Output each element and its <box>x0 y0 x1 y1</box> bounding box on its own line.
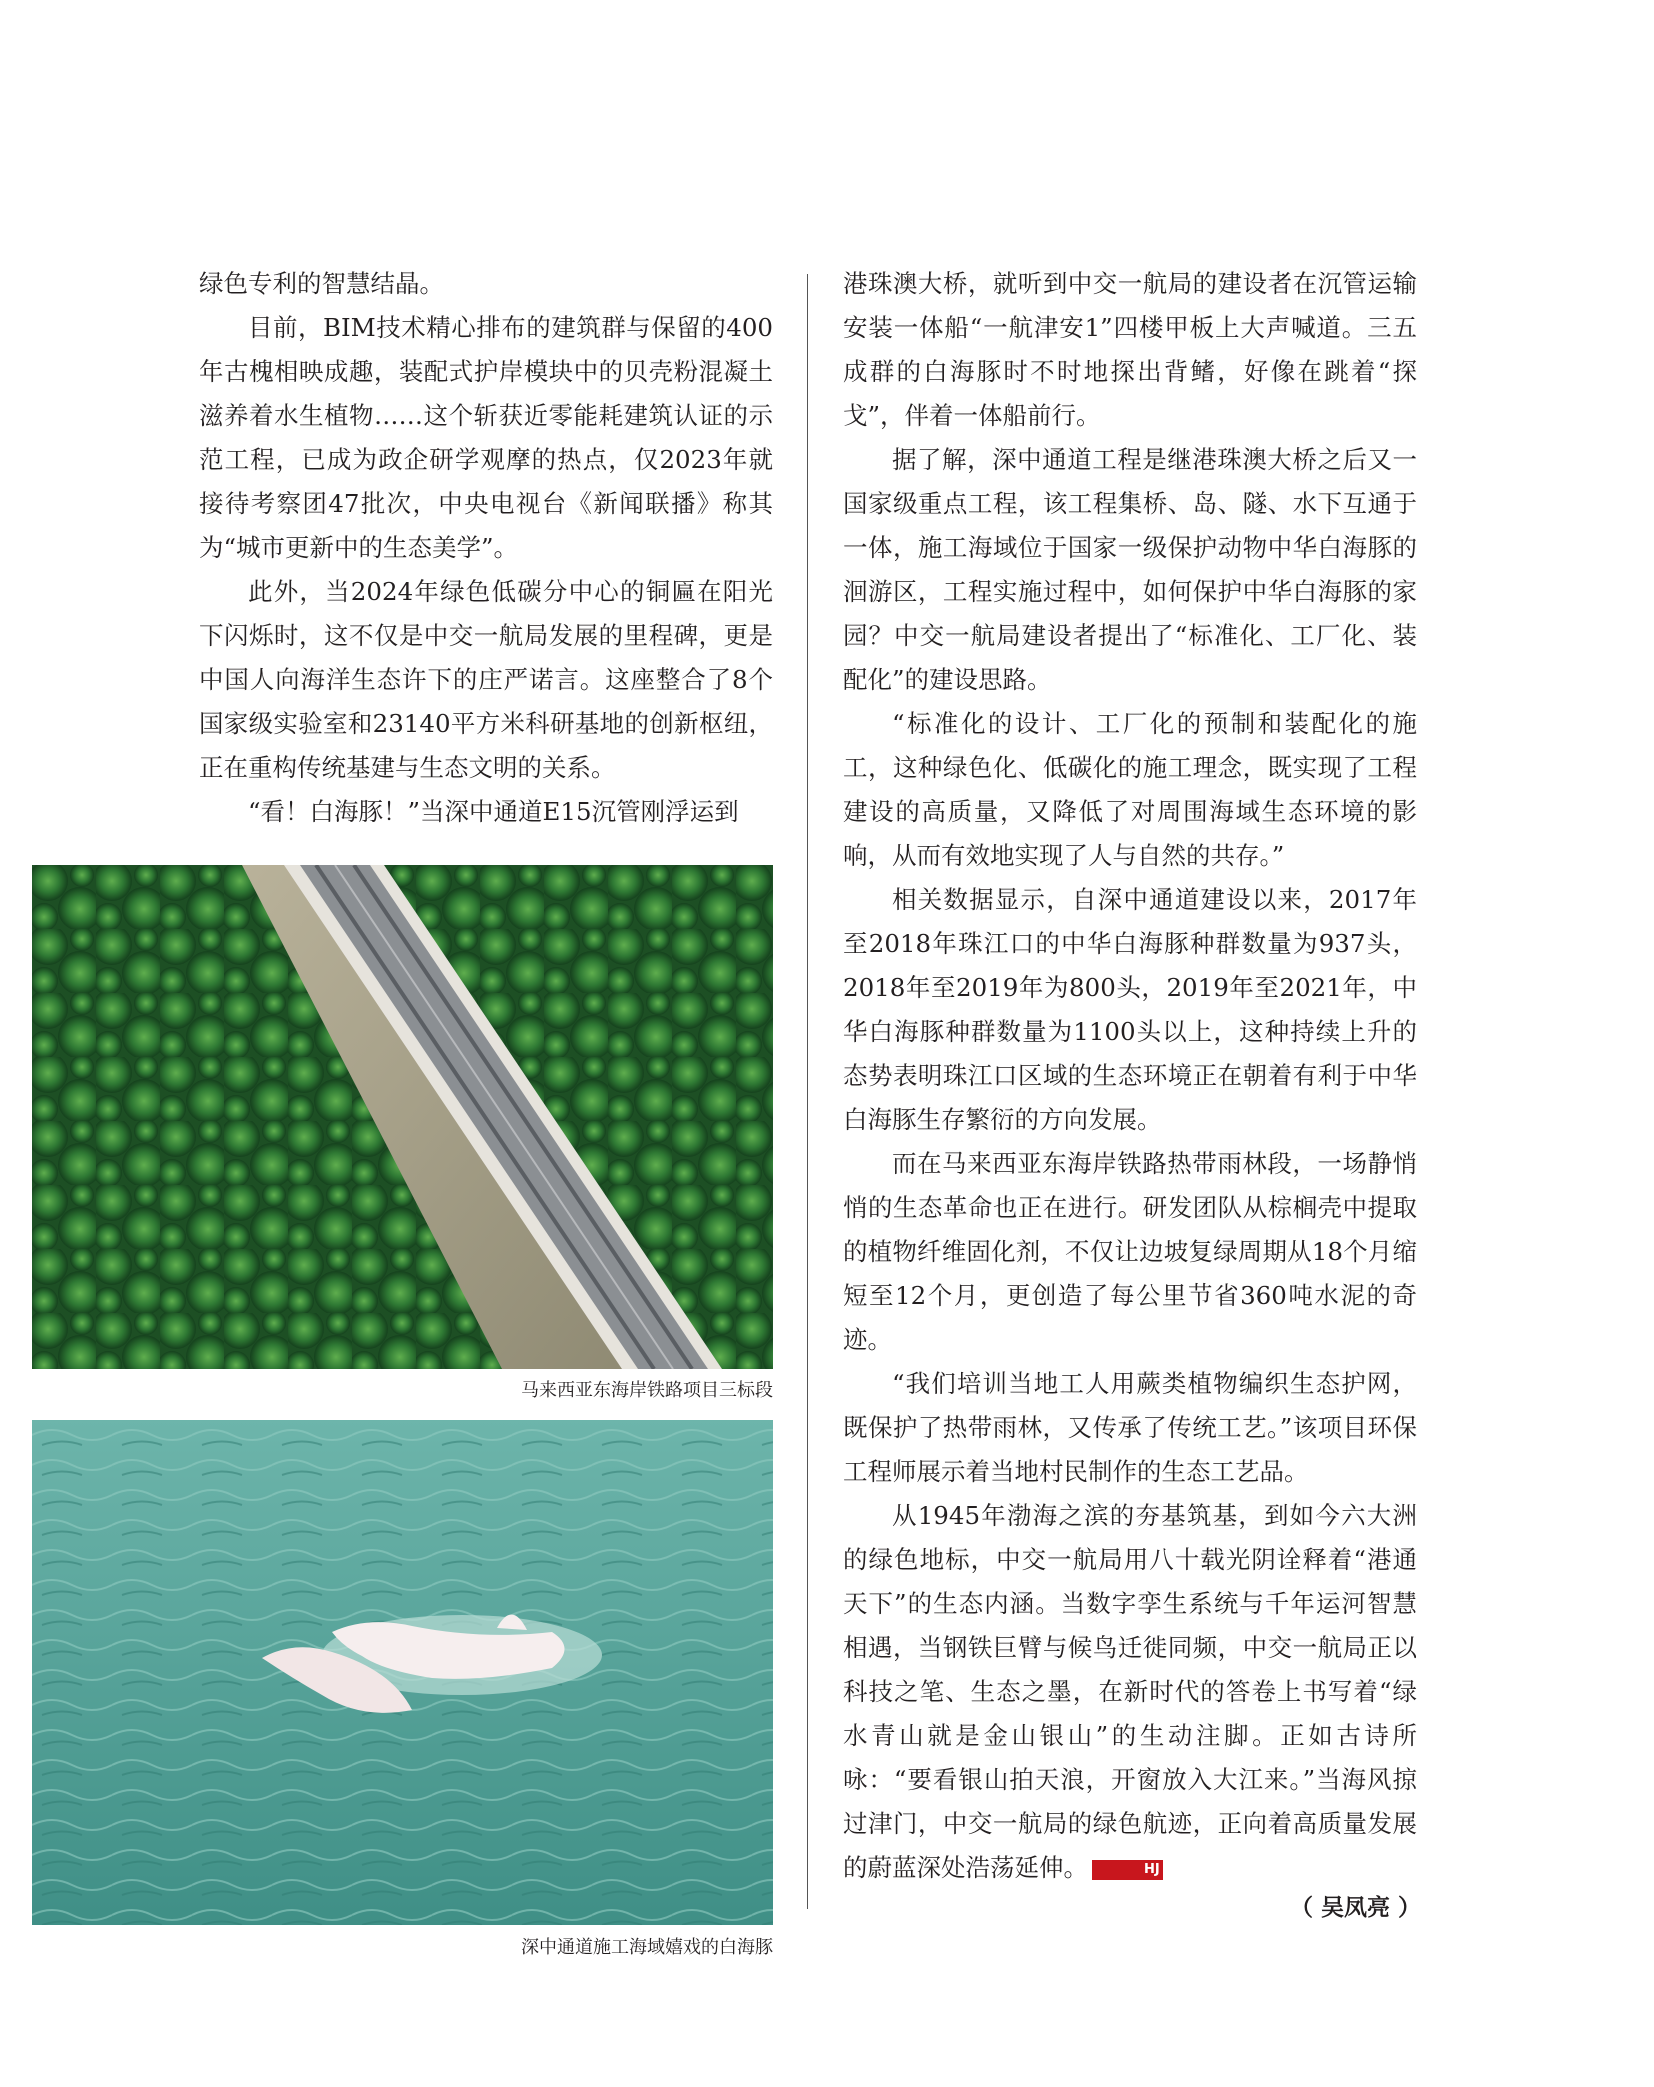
column-divider <box>807 274 808 1909</box>
paragraph <box>843 702 1417 878</box>
paragraph <box>843 438 1417 702</box>
paragraph-text: 此外，当2024年绿色低碳分中心的铜匾在阳光下闪烁时，这不仅是中交一航局发展的里程碑，更是中国人向海洋生态许下的庄严诺言。这座整合了8个国家级实验室和23140平方米科研基地的创新枢纽，正在重构传统基建与生态文明的关系。 <box>199 577 773 782</box>
paragraph-text: 目前，BIM技术精心排布的建筑群与保留的400年古槐相映成趣，装配式护岸模块中的贝壳粉混凝土滋养着水生植物……这个斩获近零能耗建筑认证的示范工程，已成为政企研学观摩的热点，仅2023年就接待考察团47批次，中央电视台《新闻联播》称其为“城市更新中的生态美学”。 <box>199 313 773 562</box>
paragraph-text: 绿色专利的智慧结晶。 <box>199 269 444 298</box>
paragraph-text: 从1945年渤海之滨的夯基筑基，到如今六大洲的绿色地标，中交一航局用八十载光阴诠释着“港通天下”的生态内涵。当数字孪生系统与千年运河智慧相遇，当钢铁巨臂与候鸟迁徙同频，中交一航局正以科技之笔、生态之墨，在新时代的答卷上书写着“绿水青山就是金山银山”的生动注脚。正如古诗所咏：“要看银山拍天浪，开窗放入大江来。”当海风掠过津门，中交一航局的绿色航迹，正向着高质量发展的蔚蓝深处浩荡延伸。 <box>843 1501 1417 1882</box>
paragraph-text: 据了解，深中通道工程是继港珠澳大桥之后又一国家级重点工程，该工程集桥、岛、隧、水下互通于一体，施工海域位于国家一级保护动物中华白海豚的洄游区，工程实施过程中，如何保护中华白海豚的家园？中交一航局建设者提出了“标准化、工厂化、装配化”的建设思路。 <box>843 445 1417 694</box>
paragraph <box>843 878 1417 1142</box>
dolphin-photo <box>32 1420 773 1925</box>
end-mark-badge: HJ <box>1092 1860 1163 1880</box>
paragraph <box>843 1142 1417 1362</box>
paragraph <box>199 570 773 790</box>
paragraph-text: “我们培训当地工人用蕨类植物编织生态护网，既保护了热带雨林，又传承了传统工艺。”该项目环保工程师展示着当地村民制作的生态工艺品。 <box>843 1369 1417 1486</box>
left-text-column <box>199 262 773 834</box>
paragraph <box>199 306 773 570</box>
paragraph-text: “看！白海豚！”当深中通道E15沉管刚浮运到 <box>248 797 739 826</box>
paragraph <box>843 1494 1417 1890</box>
paragraph <box>843 262 1417 438</box>
paragraph <box>199 262 773 306</box>
paragraph <box>199 790 773 834</box>
railway-photo-caption: 马来西亚东海岸铁路项目三标段 <box>521 1380 773 1401</box>
paragraph-text: 而在马来西亚东海岸铁路热带雨林段，一场静悄悄的生态革命也正在进行。研发团队从棕榈壳中提取的植物纤维固化剂，不仅让边坡复绿周期从18个月缩短至12个月，更创造了每公里节省360吨水泥的奇迹。 <box>843 1149 1417 1354</box>
railway-aerial-photo <box>32 865 773 1369</box>
right-text-column <box>843 262 1417 1890</box>
author-byline: （ 吴凤亮 ） <box>1289 1895 1421 1921</box>
paragraph-text: 相关数据显示，自深中通道建设以来，2017年至2018年珠江口的中华白海豚种群数量为937头，2018年至2019年为800头，2019年至2021年，中华白海豚种群数量为1100头以上，这种持续上升的态势表明珠江口区域的生态环境正在朝着有利于中华白海豚生存繁衍的方向发展。 <box>843 885 1417 1134</box>
paragraph <box>843 1362 1417 1494</box>
dolphin-photo-caption: 深中通道施工海域嬉戏的白海豚 <box>521 1937 773 1958</box>
paragraph-text: “标准化的设计、工厂化的预制和装配化的施工，这种绿色化、低碳化的施工理念，既实现了工程建设的高质量，又降低了对周围海域生态环境的影响，从而有效地实现了人与自然的共存。” <box>843 709 1417 870</box>
paragraph-text: 港珠澳大桥，就听到中交一航局的建设者在沉管运输安装一体船“一航津安1”四楼甲板上大声喊道。三五成群的白海豚时不时地探出背鳍，好像在跳着“探戈”，伴着一体船前行。 <box>843 269 1417 430</box>
